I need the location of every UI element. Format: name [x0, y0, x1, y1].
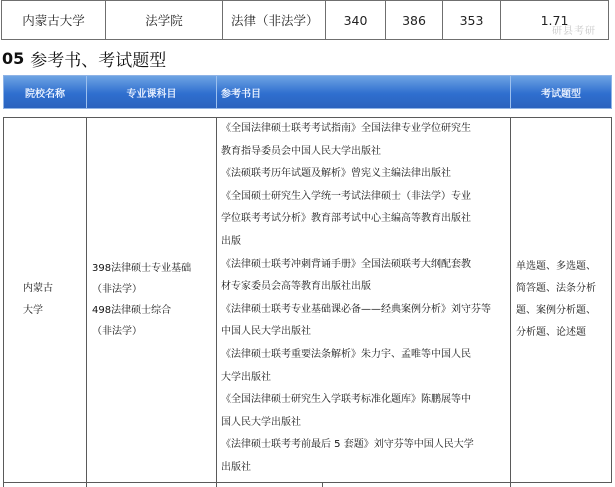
book-line: 教育指导委员会中国人民大学出版社 [221, 145, 381, 157]
books-cell [217, 118, 511, 482]
book-line: 《全国硕士研究生入学统一考试法律硕士（非法学）专业 [221, 190, 471, 202]
score-major: 法律（非法学） [223, 1, 326, 39]
book-line: 学位联考考试分析》教育部考试中心主编高等教育出版社 [221, 213, 471, 225]
book-line: 大学出版社 [221, 371, 271, 383]
exam-type-line: 简答题、法条分析 [516, 283, 596, 294]
header-exam-types: 考试题型 [541, 88, 581, 100]
reference-table-row [3, 117, 612, 483]
score-value-1: 340 [326, 1, 386, 39]
header-subjects: 专业课科目 [87, 76, 217, 108]
section-title: 参考书、考试题型 [30, 50, 167, 71]
book-line: 国人民大学出版社 [221, 416, 301, 428]
university-line: 内蒙古 [23, 283, 53, 294]
score-row [1, 0, 609, 40]
book-line: 《法律硕士联考重要法条解析》朱力宇、孟唯等中国人民 [221, 348, 471, 360]
exam-types-cell [511, 118, 611, 482]
subject-line: （非法学） [92, 326, 142, 337]
watermark: 研县考研 [552, 26, 596, 37]
header-university: 院校名称 [4, 76, 87, 108]
column-divider [216, 483, 217, 487]
book-line: 《全国法律硕士研究生入学联考标准化题库》陈鹏展等中 [221, 394, 471, 406]
book-line: 《法硕联考历年试题及解析》曾宪义主编法律出版社 [221, 168, 451, 180]
table-header [3, 75, 612, 109]
column-divider [322, 483, 323, 487]
score-college: 法学院 [106, 1, 223, 39]
subject-line: （非法学） [92, 284, 142, 295]
header-books: 参考书目 [217, 76, 511, 108]
book-line: 出版 [221, 235, 241, 247]
exam-type-line: 单选题、多选题、 [516, 261, 596, 272]
book-line: 材专家委员会高等教育出版社出版 [221, 281, 371, 293]
university-cell [4, 118, 87, 482]
score-ratio-cell [501, 1, 608, 39]
book-line: 《法律硕士联考冲刺背诵手册》全国法硕联考大纲配套教 [221, 258, 471, 270]
book-line: 《法律硕士联考专业基础课必备——经典案例分析》刘守芬等 [221, 303, 491, 315]
next-row-fragment [3, 483, 612, 487]
column-divider [86, 483, 87, 487]
score-value-2: 386 [386, 1, 443, 39]
section-heading [2, 46, 166, 70]
book-line: 中国人民大学出版社 [221, 326, 311, 338]
book-line: 《全国法律硕士联考考试指南》全国法律专业学位研究生 [221, 123, 471, 134]
subject-line: 498法律硕士综合 [92, 305, 172, 316]
section-number: 05 [2, 48, 25, 68]
score-ratio: 1.71 [540, 12, 569, 28]
column-divider [510, 483, 511, 487]
score-value-3: 353 [443, 1, 501, 39]
university-line: 大学 [23, 305, 43, 316]
book-line: 出版社 [221, 461, 251, 473]
book-line: 《法律硕士联考考前最后 5 套题》刘守芬等中国人民大学 [221, 439, 474, 451]
exam-type-line: 分析题、论述题 [516, 327, 586, 338]
subjects-cell [87, 118, 217, 482]
exam-type-line: 题、案例分析题、 [516, 305, 596, 316]
score-university: 内蒙古大学 [2, 1, 106, 39]
subject-line: 398法律硕士专业基础 [92, 263, 192, 274]
